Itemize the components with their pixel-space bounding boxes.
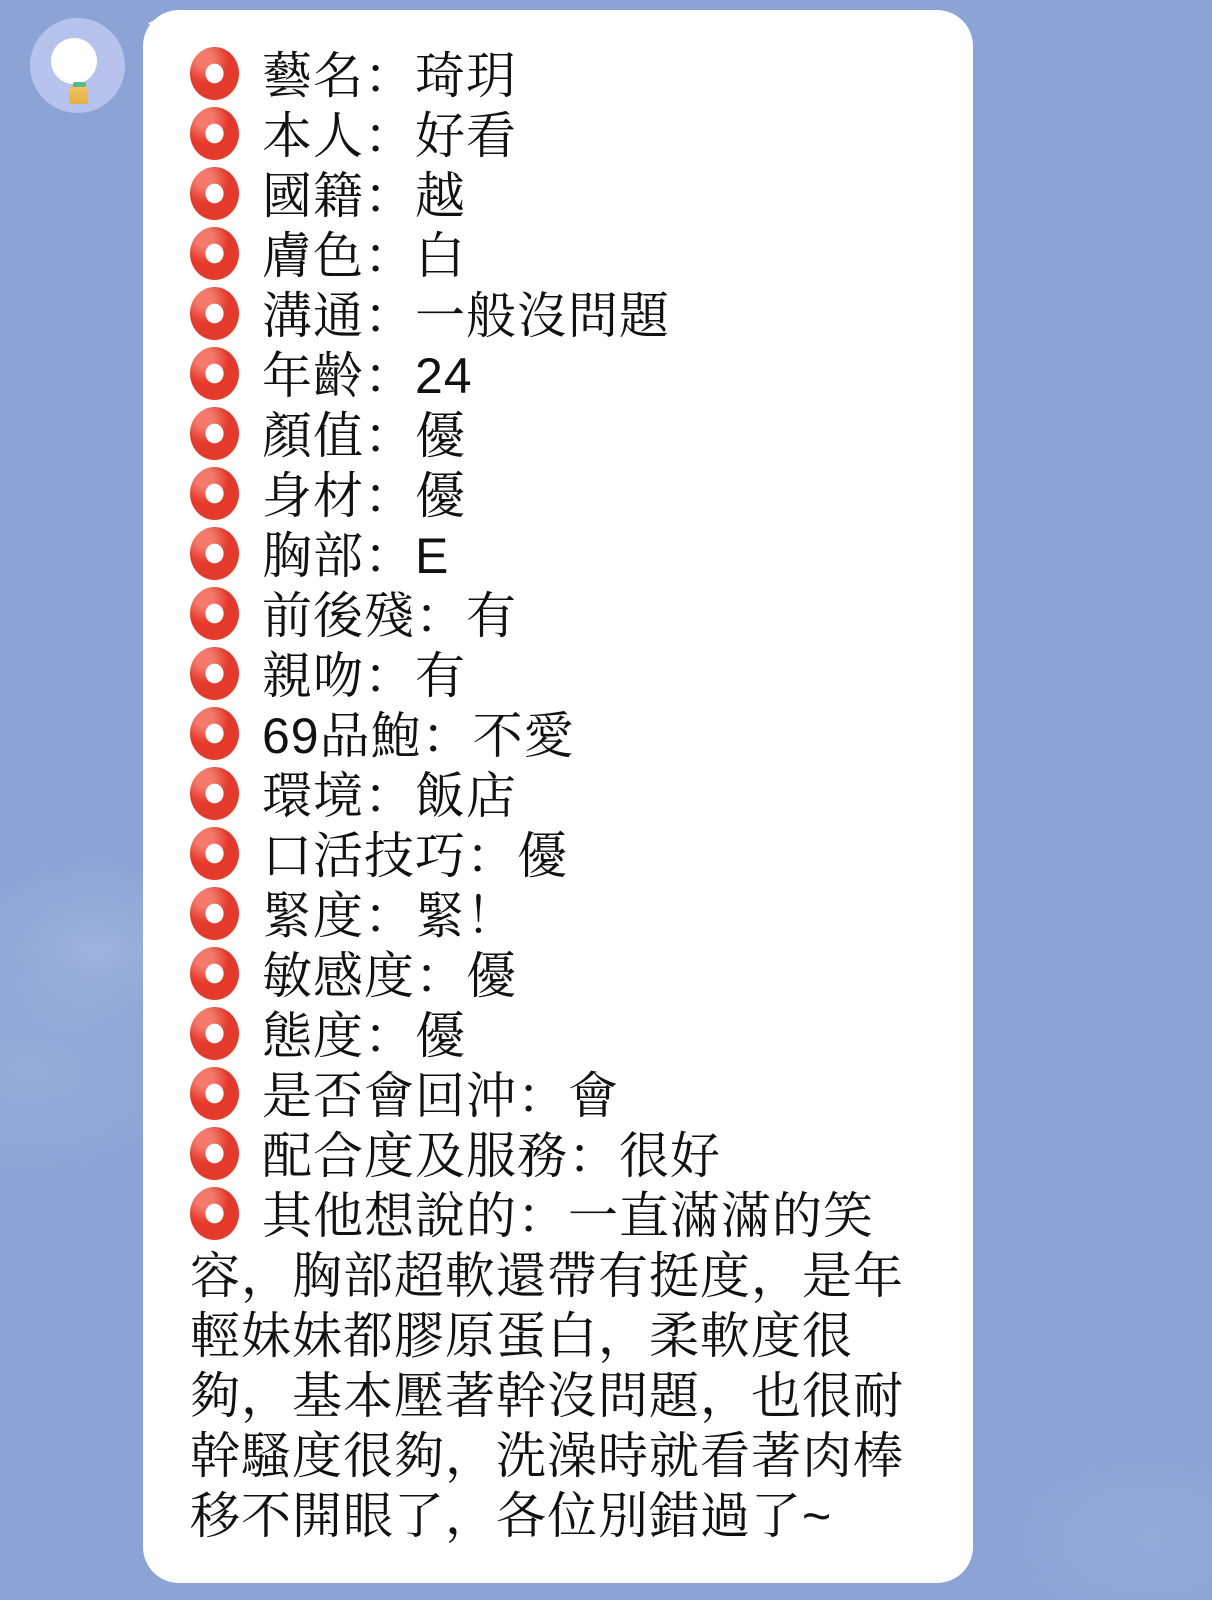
red-circle-emoji-icon (190, 287, 239, 340)
message-line-text: 年齡：24 (262, 348, 473, 404)
contact-avatar[interactable] (30, 18, 125, 113)
message-line-text: 是否會回沖：會 (262, 1068, 619, 1124)
message-line-text: 69品鮑：不愛 (262, 708, 575, 764)
message-line (190, 1066, 917, 1126)
red-circle-emoji-icon (190, 707, 239, 760)
message-line (190, 526, 917, 586)
red-circle-emoji-icon (190, 1187, 239, 1240)
message-line-text: 親吻：有 (262, 648, 466, 704)
message-line (190, 586, 917, 646)
balloon-basket (69, 87, 88, 104)
message-line (190, 166, 917, 226)
red-circle-emoji-icon (190, 1127, 239, 1180)
red-circle-emoji-icon (190, 587, 239, 640)
message-line (190, 1006, 917, 1066)
red-circle-emoji-icon (190, 227, 239, 280)
message-line (190, 106, 917, 166)
message-line-text: 顏值：優 (262, 408, 466, 464)
message-line-text: 膚色：白 (262, 228, 466, 284)
bubble-tail (141, 9, 203, 65)
message-line-text: 前後殘：有 (262, 588, 517, 644)
message-line (190, 346, 917, 406)
message-line-text: 藝名：琦玥 (262, 48, 517, 104)
message-line (190, 1126, 917, 1186)
message-line-text: 胸部：E (262, 528, 450, 584)
red-circle-emoji-icon (190, 107, 239, 160)
message-line-text: 緊度：緊！ (262, 888, 517, 944)
message-line-text: 溝通：一般沒問題 (262, 288, 670, 344)
red-circle-emoji-icon (190, 527, 239, 580)
message-line (190, 706, 917, 766)
message-bubble[interactable] (143, 10, 973, 1583)
message-line (190, 646, 917, 706)
message-line (190, 406, 917, 466)
message-line (190, 1186, 917, 1546)
message-line (190, 286, 917, 346)
message-line-text: 敏感度：優 (262, 948, 517, 1004)
red-circle-emoji-icon (190, 347, 239, 400)
red-circle-emoji-icon (190, 1067, 239, 1120)
message-line (190, 946, 917, 1006)
message-line-text: 環境：飯店 (262, 768, 517, 824)
balloon-icon (51, 38, 97, 84)
message-line (190, 46, 917, 106)
message-line-text: 口活技巧：優 (262, 828, 568, 884)
red-circle-emoji-icon (190, 647, 239, 700)
red-circle-emoji-icon (190, 467, 239, 520)
message-line-text: 身材：優 (262, 468, 466, 524)
red-circle-emoji-icon (190, 827, 239, 880)
message-line-text: 其他想說的：一直滿滿的笑容，胸部超軟還帶有挺度，是年輕妹妹都膠原蛋白，柔軟度很夠，基本壓著幹沒問題，也很耐幹騷度很夠，洗澡時就看著肉棒移不開眼了，各位別錯過了~ (190, 1188, 904, 1544)
message-line-text: 態度：優 (262, 1008, 466, 1064)
red-circle-emoji-icon (190, 887, 239, 940)
red-circle-emoji-icon (190, 767, 239, 820)
red-circle-emoji-icon (190, 407, 239, 460)
message-line (190, 886, 917, 946)
red-circle-emoji-icon (190, 947, 239, 1000)
message-text (190, 46, 917, 1546)
red-circle-emoji-icon (190, 167, 239, 220)
message-line (190, 766, 917, 826)
message-line-text: 配合度及服務：很好 (262, 1128, 721, 1184)
message-line (190, 466, 917, 526)
red-circle-emoji-icon (190, 1007, 239, 1060)
message-line (190, 826, 917, 886)
message-line (190, 226, 917, 286)
message-line-text: 本人：好看 (262, 108, 517, 164)
message-line-text: 國籍：越 (262, 168, 466, 224)
